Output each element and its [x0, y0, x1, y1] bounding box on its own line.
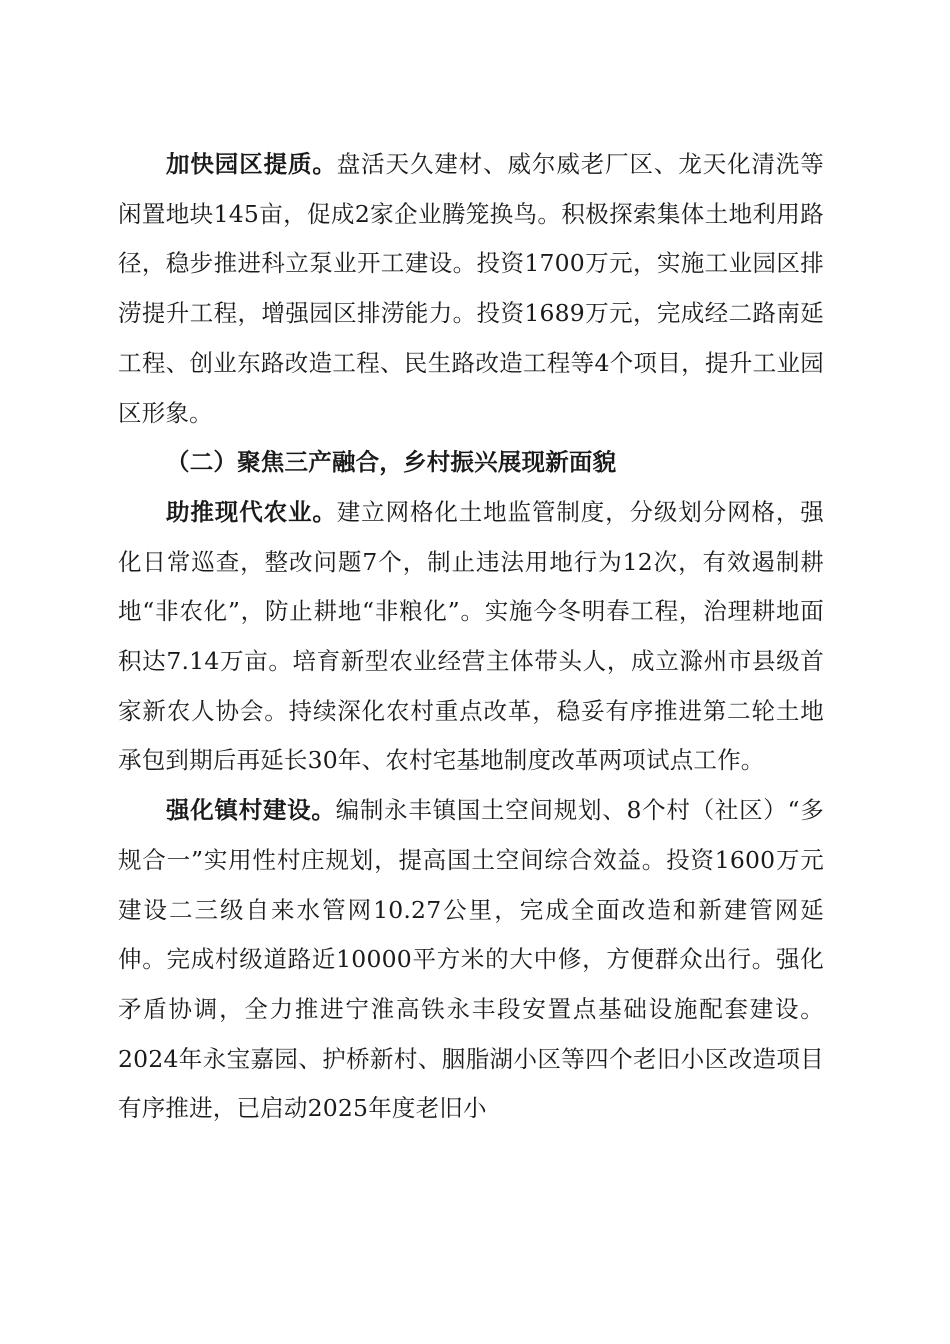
- paragraph-lead-park-quality: 加快园区提质。: [166, 150, 337, 178]
- paragraph-text-park-quality: 盘活天久建材、威尔威老厂区、龙天化清洗等闲置地块145亩，促成2家企业腾笼换鸟。积极探索集体土地利用路径，稳步推进科立泵业开工建设。投资1700万元，实施工业园区排涝提升工程，增强园区排涝能力。投资1689万元，完成经二路南延工程、创业东路改造工程、民生路改造工程等4个项目，提升工业园区形象。: [118, 150, 825, 427]
- paragraph-lead-modern-agriculture: 助推现代农业。: [166, 497, 337, 526]
- document-body: [118, 140, 824, 1134]
- paragraph-modern-agriculture: [118, 488, 824, 786]
- section-heading-rural-revitalization: （二）聚焦三产融合，乡村振兴展现新面貌: [166, 448, 617, 477]
- paragraph-park-quality: [118, 140, 824, 438]
- paragraph-text-town-village-construction: 编制永丰镇国土空间规划、8个村（社区）“多规合一”实用性村庄规划，提高国土空间综合效益。投资1600万元建设二三级自来水管网10.27公里，完成全面改造和新建管网延伸。完成村级道路近10000平方米的大中修，方便群众出行。强化矛盾协调，全力推进宁淮高铁永丰段安置点基础设施配套建设。2024年永宝嘉园、护桥新村、胭脂湖小区等四个老旧小区改造项目有序推进，已启动2025年度老旧小: [118, 796, 824, 1123]
- paragraph-text-modern-agriculture: 建立网格化土地监管制度，分级划分网格，强化日常巡查，整改问题7个，制止违法用地行为12次，有效遏制耕地“非农化”，防止耕地“非粮化”。实施今冬明春工程，治理耕地面积达7.14万亩。培育新型农业经营主体带头人，成立滁州市县级首家新农人协会。持续深化农村重点改革，稳妥有序推进第二轮土地承包到期后再延长30年、农村宅基地制度改革两项试点工作。: [118, 497, 825, 775]
- paragraph-town-village-construction: [118, 786, 824, 1134]
- paragraph-lead-town-village-construction: 强化镇村建设。: [166, 796, 336, 825]
